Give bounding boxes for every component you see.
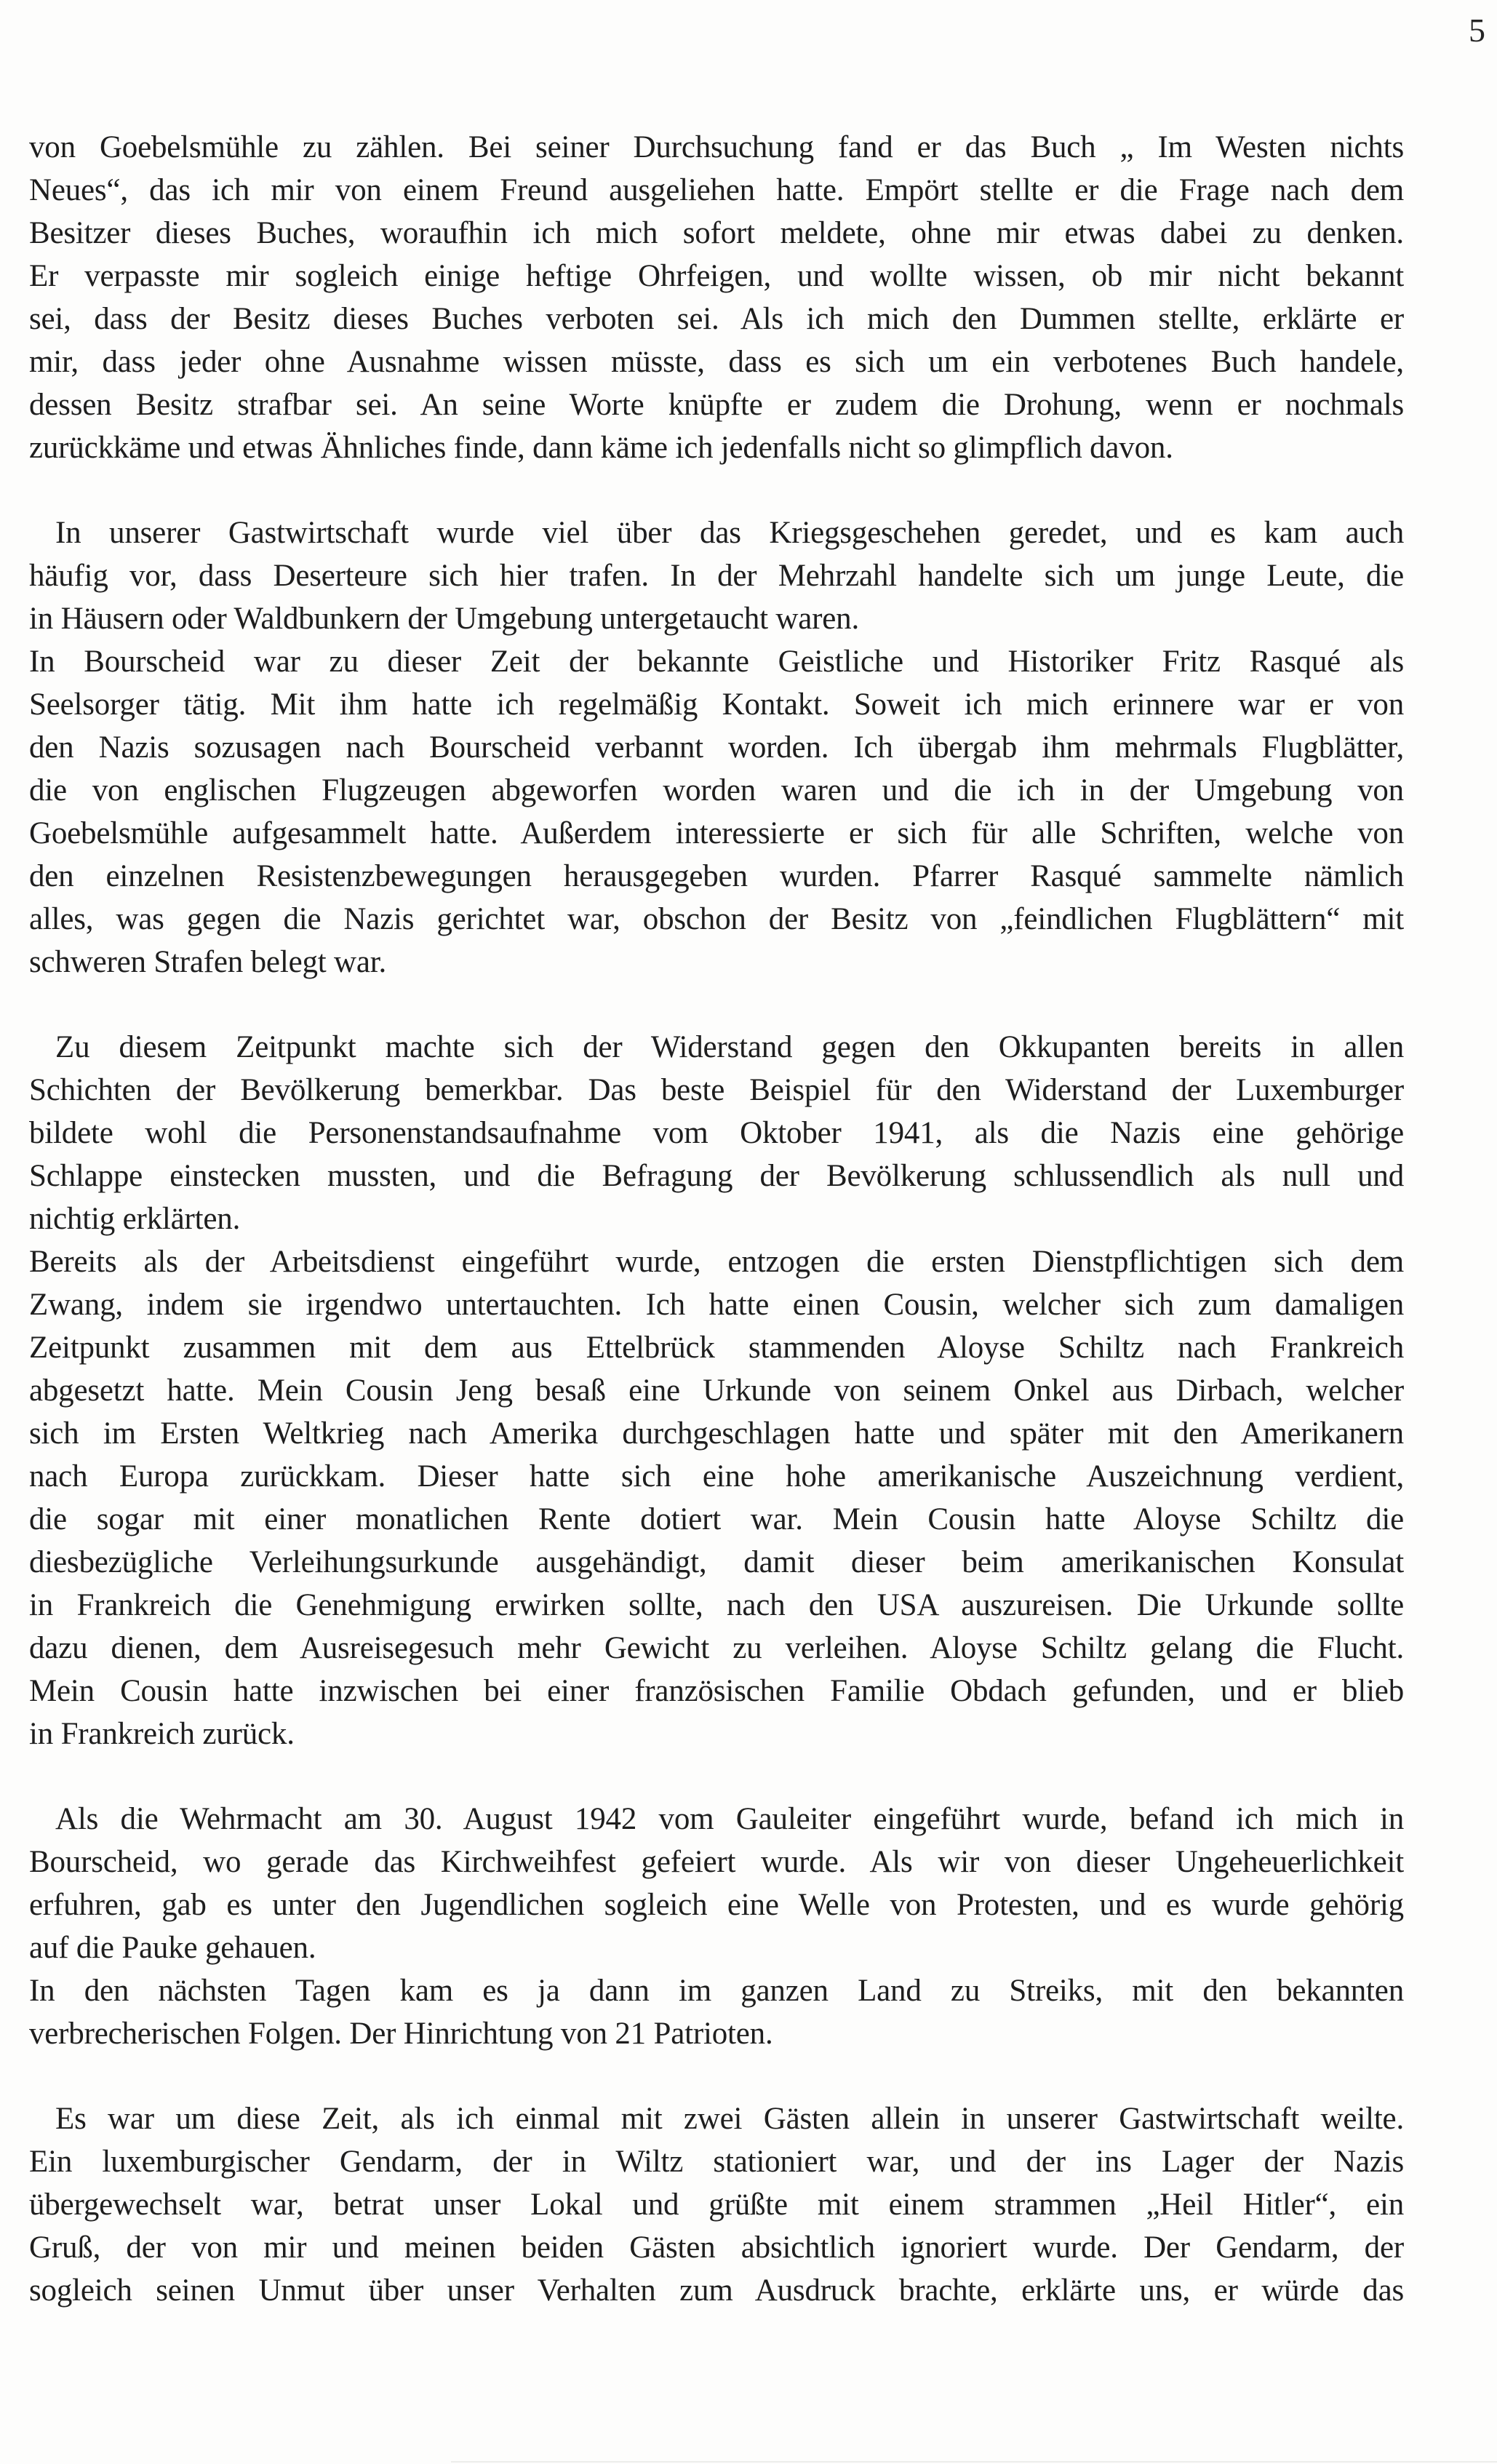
text-line: dazu dienen, dem Ausreisegesuch mehr Gewicht zu verleihen. Aloyse Schiltz gelang die Flucht. xyxy=(29,1631,1404,1665)
text-line: Besitzer dieses Buches, woraufhin ich mich sofort meldete, ohne mir etwas dabei zu denken. xyxy=(29,216,1404,250)
text-line: erfuhren, gab es unter den Jugendlichen sogleich eine Welle von Protesten, und es wurde gehörig xyxy=(29,1888,1404,1922)
paragraph xyxy=(29,126,1404,469)
text-line: den einzelnen Resistenzbewegungen herausgegeben wurden. Pfarrer Rasqué sammelte nämlich xyxy=(29,859,1404,893)
text-line: sich im Ersten Weltkrieg nach Amerika durchgeschlagen hatte und später mit den Amerikanern xyxy=(29,1416,1404,1451)
text-line: Es war um diese Zeit, als ich einmal mit zwei Gästen allein in unserer Gastwirtschaft weilte. xyxy=(55,2102,1404,2136)
text-line: Seelsorger tätig. Mit ihm hatte ich regelmäßig Kontakt. Soweit ich mich erinnere war er von xyxy=(29,687,1404,722)
body-text xyxy=(29,126,1404,2312)
paragraph xyxy=(29,2097,1404,2312)
text-line: verbrecherischen Folgen. Der Hinrichtung von 21 Patrioten. xyxy=(29,2017,773,2051)
text-line: Mein Cousin hatte inzwischen bei einer französischen Familie Obdach gefunden, und er blieb xyxy=(29,1674,1404,1708)
text-line: Schichten der Bevölkerung bemerkbar. Das beste Beispiel für den Widerstand der Luxemburger xyxy=(29,1073,1404,1107)
text-line: in Häusern oder Waldbunkern der Umgebung untergetaucht waren. xyxy=(29,602,859,636)
text-line: schweren Strafen belegt war. xyxy=(29,945,387,979)
text-line: Zwang, indem sie irgendwo untertauchten. Ich hatte einen Cousin, welcher sich zum damaligen xyxy=(29,1288,1404,1322)
text-line: sei, dass der Besitz dieses Buches verboten sei. Als ich mich den Dummen stellte, erklärte er xyxy=(29,302,1404,336)
paragraph xyxy=(29,511,1404,640)
text-line: nichtig erklärten. xyxy=(29,1202,241,1236)
text-line: abgesetzt hatte. Mein Cousin Jeng besaß eine Urkunde von seinem Onkel aus Dirbach, welcher xyxy=(29,1373,1404,1408)
text-line: Zeitpunkt zusammen mit dem aus Ettelbrück stammenden Aloyse Schiltz nach Frankreich xyxy=(29,1331,1404,1365)
page-number: 5 xyxy=(1469,12,1485,49)
scan-edge-artifact xyxy=(451,2461,1497,2463)
paragraph xyxy=(29,1798,1404,1969)
text-line: Er verpasste mir sogleich einige heftige Ohrfeigen, und wollte wissen, ob mir nicht bekannt xyxy=(29,259,1404,293)
text-line: In den nächsten Tagen kam es ja dann im ganzen Land zu Streiks, mit den bekannten xyxy=(29,1974,1404,2008)
text-line: bildete wohl die Personenstandsaufnahme vom Oktober 1941, als die Nazis eine gehörige xyxy=(29,1116,1404,1150)
text-line: nach Europa zurückkam. Dieser hatte sich eine hohe amerikanische Auszeichnung verdient, xyxy=(29,1459,1404,1494)
text-line: die von englischen Flugzeugen abgeworfen worden waren und die ich in der Umgebung von xyxy=(29,773,1404,808)
paragraph xyxy=(29,1969,1404,2055)
text-line: Als die Wehrmacht am 30. August 1942 vom Gauleiter eingeführt wurde, befand ich mich in xyxy=(55,1802,1404,1836)
text-line: Ein luxemburgischer Gendarm, der in Wiltz stationiert war, und der ins Lager der Nazis xyxy=(29,2145,1404,2179)
text-line: sogleich seinen Unmut über unser Verhalten zum Ausdruck brachte, erklärte uns, er würde das xyxy=(29,2273,1404,2308)
text-line: Gruß, der von mir und meinen beiden Gästen absichtlich ignoriert wurde. Der Gendarm, der xyxy=(29,2230,1404,2265)
text-line: Goebelsmühle aufgesammelt hatte. Außerdem interessierte er sich für alle Schriften, welche von xyxy=(29,816,1404,850)
text-line: In Bourscheid war zu dieser Zeit der bekannte Geistliche und Historiker Fritz Rasqué als xyxy=(29,645,1404,679)
text-line: Zu diesem Zeitpunkt machte sich der Widerstand gegen den Okkupanten bereits in allen xyxy=(55,1030,1404,1064)
text-line: von Goebelsmühle zu zählen. Bei seiner Durchsuchung fand er das Buch „ Im Westen nichts xyxy=(29,130,1404,164)
text-line: diesbezügliche Verleihungsurkunde ausgehändigt, damit dieser beim amerikanischen Konsulat xyxy=(29,1545,1404,1579)
text-line: Schlappe einstecken mussten, und die Befragung der Bevölkerung schlussendlich als null und xyxy=(29,1159,1404,1193)
text-line: alles, was gegen die Nazis gerichtet war, obschon der Besitz von „feindlichen Flugblättern“ mit xyxy=(29,902,1404,936)
paragraph xyxy=(29,1240,1404,1755)
text-line: In unserer Gastwirtschaft wurde viel über das Kriegsgeschehen geredet, und es kam auch xyxy=(55,516,1404,550)
text-line: mir, dass jeder ohne Ausnahme wissen müsste, dass es sich um ein verbotenes Buch handele, xyxy=(29,345,1404,379)
paragraph xyxy=(29,1026,1404,1240)
text-line: Neues“, das ich mir von einem Freund ausgeliehen hatte. Empört stellte er die Frage nach dem xyxy=(29,173,1404,207)
text-line: Bourscheid, wo gerade das Kirchweihfest gefeiert wurde. Als wir von dieser Ungeheuerlichkeit xyxy=(29,1845,1404,1879)
text-line: übergewechselt war, betrat unser Lokal und grüßte mit einem strammen „Heil Hitler“, ein xyxy=(29,2188,1404,2222)
text-line: die sogar mit einer monatlichen Rente dotiert war. Mein Cousin hatte Aloyse Schiltz die xyxy=(29,1502,1404,1536)
text-line: in Frankreich die Genehmigung erwirken sollte, nach den USA auszureisen. Die Urkunde sollte xyxy=(29,1588,1404,1622)
text-line: den Nazis sozusagen nach Bourscheid verbannt worden. Ich übergab ihm mehrmals Flugblätter, xyxy=(29,730,1404,765)
text-line: zurückkäme und etwas Ähnliches finde, dann käme ich jedenfalls nicht so glimpflich davon. xyxy=(29,431,1173,465)
text-line: in Frankreich zurück. xyxy=(29,1717,295,1751)
text-line: Bereits als der Arbeitsdienst eingeführt wurde, entzogen die ersten Dienstpflichtigen sich dem xyxy=(29,1245,1404,1279)
text-line: auf die Pauke gehauen. xyxy=(29,1931,316,1965)
paragraph xyxy=(29,640,1404,984)
text-line: häufig vor, dass Deserteure sich hier trafen. In der Mehrzahl handelte sich um junge Leute, die xyxy=(29,559,1404,593)
text-line: dessen Besitz strafbar sei. An seine Worte knüpfte er zudem die Drohung, wenn er nochmals xyxy=(29,388,1404,422)
